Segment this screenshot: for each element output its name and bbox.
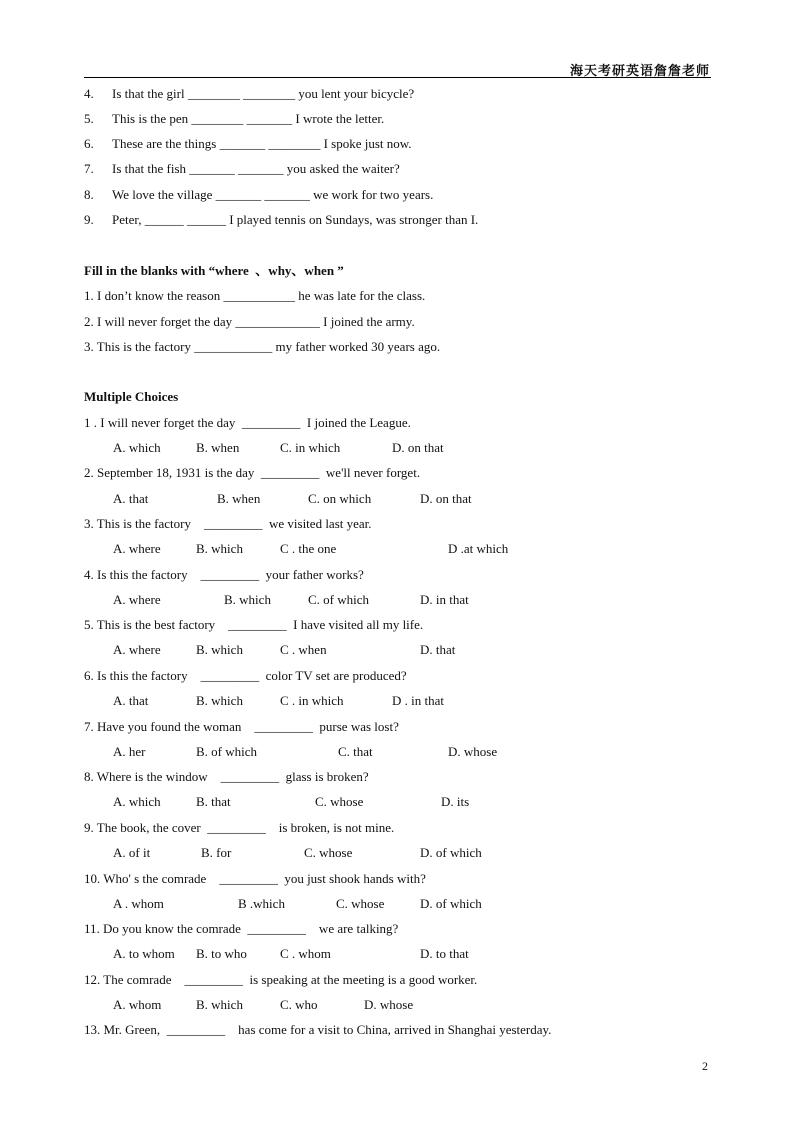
- option: A. her: [113, 744, 146, 759]
- option: D. of which: [420, 896, 482, 911]
- option: D. in that: [420, 592, 469, 607]
- question-text: 6. Is this the factory _________ color TV set are produced?: [84, 668, 407, 683]
- option: D. that: [420, 642, 456, 657]
- question-text: 1 . I will never forget the day _________ I joined the League.: [84, 415, 411, 430]
- option: C. whose: [304, 845, 353, 860]
- question-text: 4. Is this the factory _________ your father works?: [84, 567, 364, 582]
- fill-item: 1. I don’t know the reason ___________ he was late for the class.: [84, 288, 426, 303]
- option: C. in which: [280, 440, 341, 455]
- option: C . in which: [280, 693, 344, 708]
- option: C . whom: [280, 946, 331, 961]
- option: D .at which: [448, 541, 509, 556]
- option: B. of which: [196, 744, 258, 759]
- option: A. which: [113, 794, 161, 809]
- question-text: 13. Mr. Green, _________ has come for a visit to China, arrived in Shanghai yesterday.: [84, 1022, 552, 1037]
- option: C. that: [338, 744, 373, 759]
- exercise-line: 6. These are the things _______ ________ I spoke just now.: [84, 136, 412, 151]
- option: C. who: [280, 997, 318, 1012]
- option: C. whose: [336, 896, 385, 911]
- option: B. to who: [196, 946, 247, 961]
- option: D . in that: [392, 693, 444, 708]
- option: C. of which: [308, 592, 370, 607]
- option: A. to whom: [113, 946, 175, 961]
- option: B. when: [196, 440, 240, 455]
- question-text: 12. The comrade _________ is speaking at the meeting is a good worker.: [84, 972, 478, 987]
- question-text: 11. Do you know the comrade _________ we are talking?: [84, 921, 399, 936]
- option: A. that: [113, 491, 149, 506]
- option: D. on that: [392, 440, 444, 455]
- section-heading-multiple-choice: Multiple Choices: [84, 389, 179, 404]
- option: D. to that: [420, 946, 469, 961]
- option: B. which: [196, 541, 243, 556]
- option: A. where: [113, 541, 161, 556]
- page-number: 2: [702, 1059, 708, 1073]
- question-text: 9. The book, the cover _________ is broken, is not mine.: [84, 820, 395, 835]
- option: B. which: [196, 642, 243, 657]
- option: D. on that: [420, 491, 472, 506]
- option: C . when: [280, 642, 327, 657]
- option: D. of which: [420, 845, 482, 860]
- option: C . the one: [280, 541, 337, 556]
- option: C. whose: [315, 794, 364, 809]
- exercise-line: 9. Peter, ______ ______ I played tennis on Sundays, was stronger than I.: [84, 212, 479, 227]
- option: B. that: [196, 794, 231, 809]
- section-heading-fill: Fill in the blanks with “where 、why、when ”: [84, 263, 344, 278]
- fill-item: 3. This is the factory ____________ my father worked 30 years ago.: [84, 339, 441, 354]
- option: B. when: [217, 491, 261, 506]
- exercise-line: 4. Is that the girl ________ ________ you lent your bicycle?: [84, 86, 415, 101]
- option: B. for: [201, 845, 232, 860]
- option: A. whom: [113, 997, 162, 1012]
- option: B. which: [196, 693, 243, 708]
- exercise-line: 5. This is the pen ________ _______ I wrote the letter.: [84, 111, 385, 126]
- page-header-title: 海天考研英语詹詹老师: [569, 64, 710, 79]
- option: A. which: [113, 440, 161, 455]
- option: B. which: [196, 997, 243, 1012]
- option: D. whose: [364, 997, 414, 1012]
- option: A. of it: [113, 845, 151, 860]
- question-text: 7. Have you found the woman _________ purse was lost?: [84, 719, 399, 734]
- option: A. that: [113, 693, 149, 708]
- option: D. its: [441, 794, 470, 809]
- option: C. on which: [308, 491, 372, 506]
- option: B .which: [238, 896, 285, 911]
- exercise-line: 8. We love the village _______ _______ we work for two years.: [84, 187, 434, 202]
- fill-item: 2. I will never forget the day _____________ I joined the army.: [84, 314, 415, 329]
- option: A. where: [113, 592, 161, 607]
- exercise-line: 7. Is that the fish _______ _______ you asked the waiter?: [84, 161, 400, 176]
- question-text: 2. September 18, 1931 is the day _________ we'll never forget.: [84, 465, 421, 480]
- option: B. which: [224, 592, 271, 607]
- question-text: 10. Who' s the comrade _________ you just shook hands with?: [84, 871, 426, 886]
- option: A . whom: [113, 896, 164, 911]
- option: A. where: [113, 642, 161, 657]
- question-text: 8. Where is the window _________ glass is broken?: [84, 769, 369, 784]
- question-text: 3. This is the factory _________ we visited last year.: [84, 516, 372, 531]
- question-text: 5. This is the best factory _________ I have visited all my life.: [84, 617, 424, 632]
- option: D. whose: [448, 744, 498, 759]
- header-rule: [84, 77, 711, 78]
